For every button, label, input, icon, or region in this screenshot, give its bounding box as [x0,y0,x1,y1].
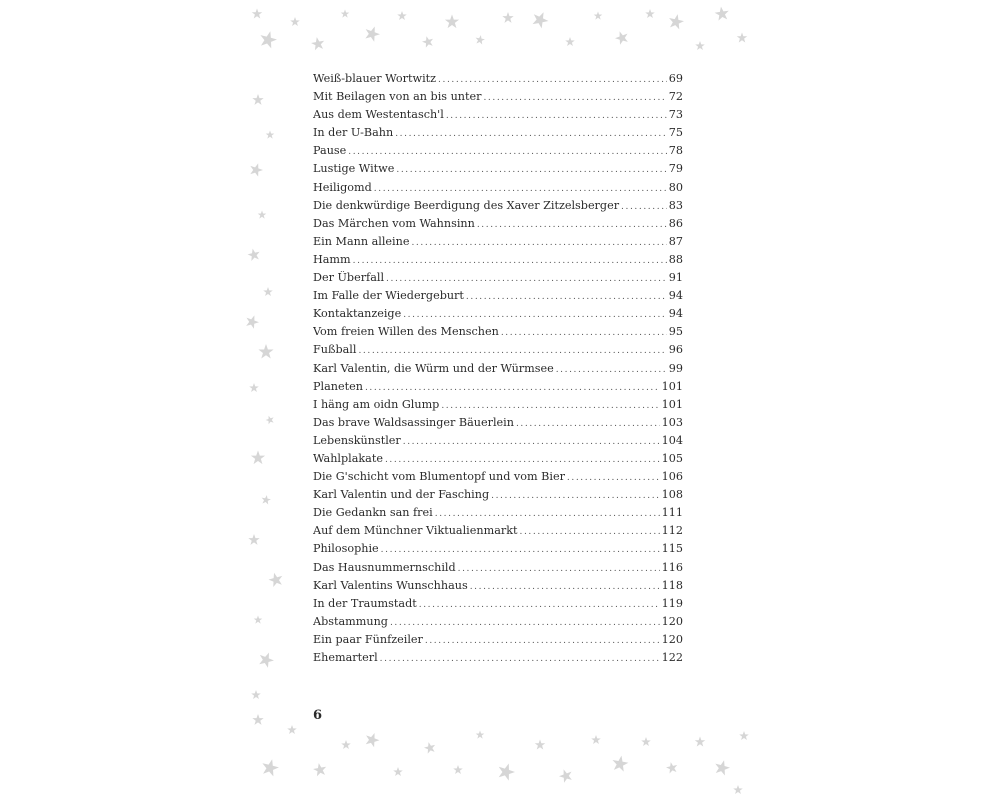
toc-entry [313,506,683,524]
toc-entry-title: Kontaktanzeige [313,307,402,321]
toc-entry-title: Karl Valentins Wunschhaus [313,578,468,592]
toc-leader-dots [419,600,660,610]
toc-entry-page: 96 [668,343,683,357]
toc-entry-title: Karl Valentin und der Fasching [313,488,490,502]
toc-entry-title: Planeten [313,379,363,393]
toc-entry-title: Die Gedankn san frei [313,506,433,520]
toc-entry [313,271,683,289]
toc-entry-page: 106 [661,470,683,484]
toc-entry-page: 73 [668,108,683,122]
toc-leader-dots [483,93,666,103]
toc-entry [313,253,683,271]
toc-entry-title: Die denkwürdige Beerdigung des Xaver Zitzelsberger [313,198,620,212]
toc-entry-title: Vom freien Willen des Menschen [313,325,499,339]
toc-entry [313,181,683,199]
toc-leader-dots [516,419,660,429]
toc-entry-page: 118 [661,578,683,592]
toc-leader-dots [438,75,667,85]
toc-entry-title: Ein Mann alleine [313,234,410,248]
toc-entry-page: 72 [668,90,683,104]
toc-entry-page: 111 [661,506,683,520]
toc-entry-title: Ehemarterl [313,651,378,664]
toc-entry-page: 115 [661,542,683,556]
toc-entry-title: Das brave Waldsassinger Bäuerlein [313,415,514,429]
toc-leader-dots [458,564,660,574]
toc-entry-page: 78 [668,144,683,158]
toc-entry-page: 119 [661,596,683,610]
toc-entry [313,416,683,434]
toc-leader-dots [520,527,660,537]
toc-entry [313,615,683,633]
toc-leader-dots [411,238,666,248]
toc-entry-title: Die G'schicht vom Blumentopf und vom Bier [313,470,565,484]
toc-entry-title: Im Falle der Wiedergeburt [313,289,464,303]
toc-leader-dots [374,184,667,194]
toc-entry [313,434,683,452]
toc-entry [313,162,683,180]
toc-entry [313,72,683,90]
toc-leader-dots [403,437,660,447]
toc-entry [313,561,683,579]
toc-entry-title: Hamm [313,252,351,266]
toc-entry [313,579,683,597]
toc-entry-page: 104 [661,433,683,447]
toc-leader-dots [466,292,667,302]
toc-entry-title: Ein paar Fünfzeiler [313,632,423,646]
toc-entry [313,108,683,126]
toc-leader-dots [385,455,660,465]
toc-entry-title: Der Überfall [313,271,385,285]
toc-entry-title: Aus dem Westentasch'l [313,108,444,122]
toc-entry-title: Lebenskünstler [313,433,401,447]
toc-entry-title: Heiligomd [313,180,372,194]
toc-leader-dots [491,491,660,501]
toc-entry-title: Abstammung [313,614,388,628]
toc-entry [313,199,683,217]
toc-entry-title: In der Traumstadt [313,596,417,610]
toc-entry-title: Wahlplakate [313,451,383,465]
toc-entry-page: 112 [661,524,683,538]
toc-entry [313,524,683,542]
toc-leader-dots [477,220,667,230]
toc-entry-page: 95 [668,325,683,339]
toc-entry [313,398,683,416]
toc-entry-title: In der U-Bahn [313,126,394,140]
toc-entry-page: 120 [661,614,683,628]
toc-entry-page: 83 [668,198,683,212]
toc-leader-dots [395,129,667,139]
toc-entry [313,542,683,560]
toc-leader-dots [380,654,660,664]
toc-entry [313,90,683,108]
toc-leader-dots [446,111,667,121]
toc-entry-title: Mit Beilagen von an bis unter [313,90,482,104]
toc-entry-page: 101 [661,397,683,411]
toc-leader-dots [386,274,667,284]
toc-entry-page: 101 [661,379,683,393]
toc-entry [313,452,683,470]
toc-leader-dots [390,618,660,628]
toc-entry-title: Lustige Witwe [313,162,395,176]
toc-entry-page: 69 [668,72,683,85]
toc-leader-dots [470,582,660,592]
toc-entry-page: 94 [668,289,683,303]
toc-leader-dots [425,636,660,646]
toc-entry [313,307,683,325]
toc-entry-title: I häng am oidn Glump [313,397,440,411]
toc-entry-page: 79 [668,162,683,176]
toc-entry-page: 120 [661,632,683,646]
toc-entry [313,217,683,235]
toc-entry-page: 108 [661,488,683,502]
toc-entry-page: 86 [668,216,683,230]
table-of-contents [313,72,683,669]
toc-entry [313,597,683,615]
toc-entry-page: 116 [661,560,683,574]
toc-entry-title: Weiß-blauer Wortwitz [313,72,437,85]
toc-entry [313,362,683,380]
toc-entry-title: Das Hausnummernschild [313,560,456,574]
toc-leader-dots [621,202,667,212]
toc-entry-page: 75 [668,126,683,140]
toc-entry-page: 105 [661,451,683,465]
toc-entry-page: 122 [661,651,683,664]
toc-entry [313,235,683,253]
toc-entry [313,144,683,162]
toc-entry-page: 91 [668,271,683,285]
toc-entry-page: 94 [668,307,683,321]
toc-entry-page: 88 [668,252,683,266]
toc-leader-dots [567,473,660,483]
toc-entry-title: Pause [313,144,347,158]
toc-entry [313,380,683,398]
toc-entry [313,488,683,506]
toc-leader-dots [365,383,660,393]
toc-entry [313,633,683,651]
toc-entry [313,343,683,361]
toc-entry-page: 87 [668,234,683,248]
toc-entry-title: Philosophie [313,542,379,556]
toc-entry-page: 99 [668,361,683,375]
toc-leader-dots [348,147,666,157]
toc-entry-title: Fußball [313,343,357,357]
toc-entry [313,325,683,343]
toc-leader-dots [556,365,667,375]
toc-entry-title: Auf dem Münchner Viktualienmarkt [313,524,518,538]
toc-leader-dots [403,310,667,320]
toc-leader-dots [353,256,667,266]
toc-entry-page: 103 [661,415,683,429]
toc-leader-dots [501,328,667,338]
toc-entry [313,126,683,144]
toc-entry-title: Das Märchen vom Wahnsinn [313,216,475,230]
toc-leader-dots [396,165,666,175]
toc-leader-dots [381,545,660,555]
toc-leader-dots [441,401,659,411]
toc-leader-dots [435,509,660,519]
toc-entry [313,289,683,307]
toc-entry [313,651,683,669]
toc-entry-page: 80 [668,180,683,194]
toc-entry-title: Karl Valentin, die Würm und der Würmsee [313,361,554,375]
page-number: 6 [313,708,323,723]
toc-entry [313,470,683,488]
toc-leader-dots [358,346,666,356]
